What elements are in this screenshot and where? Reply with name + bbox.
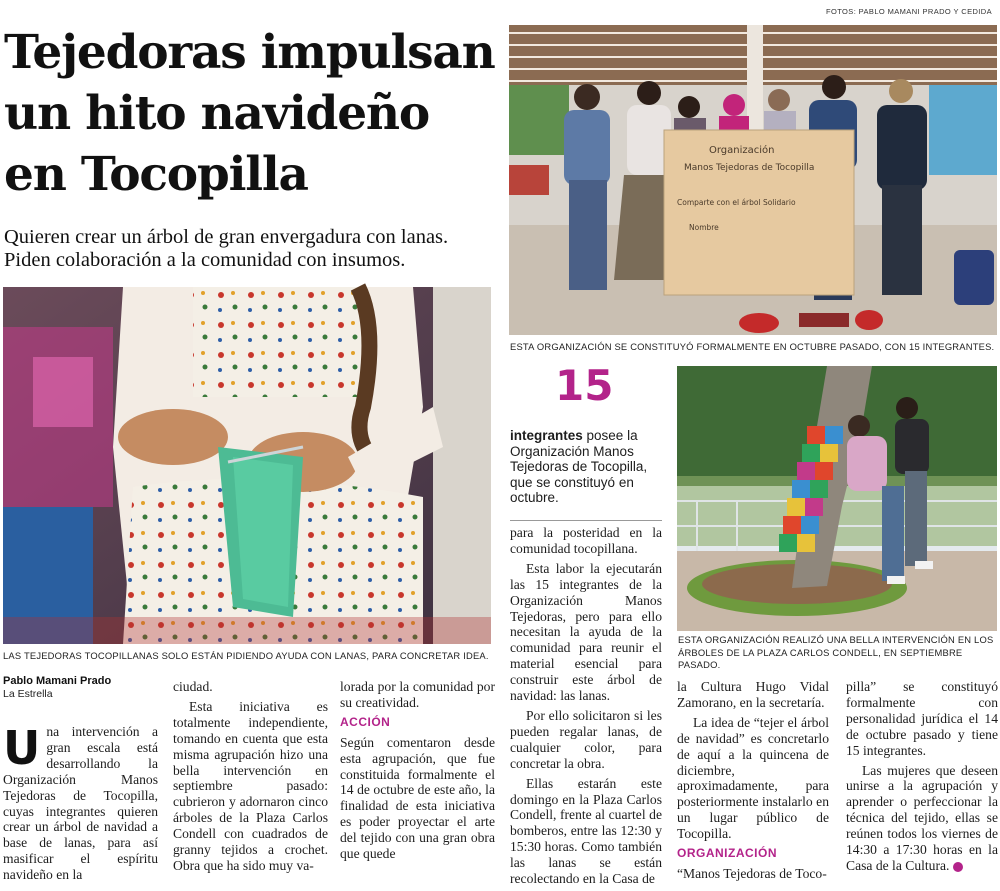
sign-text: Nombre [689, 223, 719, 232]
tree-photo [677, 366, 997, 631]
body-column-4 [510, 525, 662, 891]
body-paragraph: La idea de “tejer el árbol de navidad” es concretarlo de aquí a la quincena de diciembre, aproximadamente, para posteriormente instalarlo en un lugar público de Tocopilla. [677, 714, 829, 842]
end-mark-icon: ✿ [953, 862, 963, 872]
body-paragraph: Según comentaron desde esta agrupación, que fue constituida formalmente el 14 de octubre de este año, la finalidad de esta iniciativa es poder proyectar el arte del tejido con una gran obra que quede [340, 734, 495, 862]
byline-outlet: La Estrella [3, 688, 53, 700]
sign-text: Comparte con el árbol Solidario [677, 198, 796, 207]
section-subhead: ACCIÓN [340, 714, 391, 729]
body-column-3 [340, 679, 495, 866]
group-photo [509, 25, 997, 335]
body-column-5 [677, 679, 829, 886]
body-paragraph [846, 763, 998, 874]
body-paragraph: Por ello solicitaron si les pueden regalar lanas, de cualquier color, para concretar la obra. [510, 707, 662, 771]
deck-line: Piden colaboración a la comunidad con insumos. [4, 249, 406, 271]
sign-text: Manos Tejedoras de Tocopilla [684, 163, 815, 173]
fact-divider [510, 520, 662, 521]
body-paragraph: Ellas estarán este domingo en la Plaza Carlos Condell, frente al cuartel de bomberos, entre las 12:30 y 15:30 horas. Como también las lanas se están recolectando en la Casa de [510, 775, 662, 887]
tree-caption-line: ÁRBOLES DE LA PLAZA CARLOS CONDELL, EN SEPTIEMBRE PASADO. [678, 646, 963, 670]
body-text: Las mujeres que deseen unirse a la agrupación y aprender o perfeccionar la técnica del tejido, ellas se reúnen todos los viernes de 14:30 a 17:30 horas en la Casa de la Cultura. [846, 762, 998, 873]
body-column-1 [3, 721, 158, 887]
headline-line: Tejedoras impulsan [4, 25, 495, 80]
photo-credit: FOTOS: PABLO MAMANI PRADO Y CEDIDA [826, 7, 992, 16]
body-paragraph: pilla” se constituyó formalmente con personalidad jurídica el 14 de octubre pasado y tiene 15 integrantes. [846, 679, 998, 758]
deck-line: Quieren crear un árbol de gran envergadura con lanas. [4, 226, 449, 248]
body-paragraph [3, 721, 158, 883]
byline-name: Pablo Mamani Prado [3, 675, 112, 687]
body-paragraph: Esta labor la ejecutarán las 15 integrantes de la Organización Manos Tejedoras, pero para ello necesitan la ayuda de la comunidad para reunir el material esencial para construir este árbol de navidad: las lanas. [510, 560, 662, 704]
body-paragraph: para la posteridad en la comunidad tocopillana. [510, 525, 662, 556]
fact-bold: integrantes [510, 428, 583, 443]
headline [4, 22, 504, 205]
section-subhead: ORGANIZACIÓN [677, 846, 777, 861]
knitting-caption: LAS TEJEDORAS TOCOPILLANAS SOLO ESTÁN PIDIENDO AYUDA CON LANAS, PARA CONCRETAR IDEA. [3, 650, 489, 661]
body-paragraph: lorada por la comunidad por su creatividad. [340, 679, 495, 710]
body-column-2 [173, 679, 328, 878]
knitting-photo [3, 287, 491, 644]
tree-caption-line: ESTA ORGANIZACIÓN REALIZÓ UNA BELLA INTERVENCIÓN EN LOS [678, 634, 994, 645]
body-paragraph: Esta iniciativa es totalmente independiente, tomando en cuenta que esta misma agrupación hizo una bella intervención en septiembre pasado: cubrieron y adornaron cinco árboles de la Plaza Carlos Condell con cuadrados de granny tejidos a crochet. Obra que ha sido muy va- [173, 698, 328, 873]
body-column-6 [846, 679, 998, 878]
headline-line: un hito navideño [4, 86, 430, 141]
body-text: na intervención a gran escala está desarrollando la Organización Manos Tejedoras de Tocopilla, cuyas integrantes quieren crear un árbol de navidad a base de lanas, para así masificar el espíritu navideño en la [3, 724, 158, 883]
group-caption: ESTA ORGANIZACIÓN SE CONSTITUYÓ FORMALMENTE EN OCTUBRE PASADO, CON 15 INTEGRANTES. [510, 341, 995, 352]
headline-line: en Tocopilla [4, 147, 308, 202]
fact-box [510, 428, 662, 506]
body-paragraph: “Manos Tejedoras de Toco- [677, 865, 827, 881]
tree-caption [678, 634, 998, 672]
fact-text: posee la Organización Manos Tejedoras de Tocopilla, que se constituyó en octubre. [510, 428, 648, 505]
fact-number: 15 [555, 361, 614, 410]
body-paragraph: ciudad. [173, 679, 213, 694]
sign-text: Organización [709, 145, 775, 156]
body-paragraph: la Cultura Hugo Vidal Zamorano, en la secretaría. [677, 679, 829, 710]
deck [4, 226, 504, 272]
drop-cap: U [3, 721, 41, 775]
